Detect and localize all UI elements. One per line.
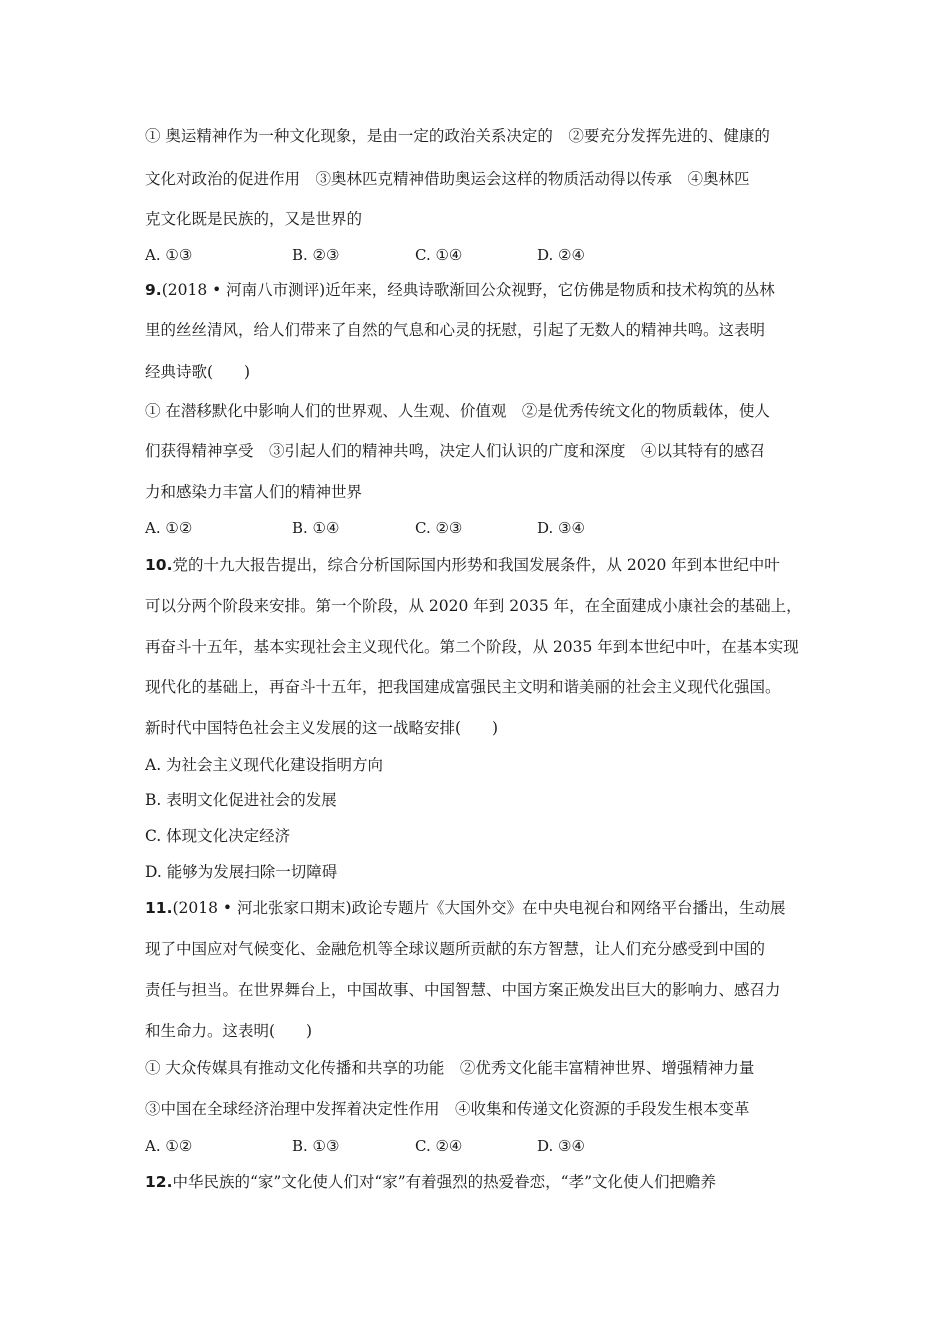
question-10-number: 10. [145, 556, 173, 574]
question-10-stem-text: 党的十九大报告提出，综合分析国际国内形势和我国发展条件，从 2020 年到本世纪中叶 [172, 556, 780, 574]
question-10-stem-line: 现代化的基础上，再奋斗十五年，把我国建成富强民主文明和谐美丽的社会主义现代化强国。 [145, 678, 781, 696]
question-9-option-c: C. ②③ [415, 519, 463, 537]
question-10-stem-line [145, 555, 820, 575]
question-9-statement-line: 们获得精神享受 ③引起人们的精神共鸣，决定人们认识的广度和深度 ④以其特有的感召 [145, 442, 766, 460]
question-11-stem-line: 和生命力。这表明( ) [145, 1022, 313, 1040]
question-11-option-c: C. ②④ [415, 1137, 463, 1155]
question-9-statement-line: ① 在潜移默化中影响人们的世界观、人生观、价值观 ②是优秀传统文化的物质载体，使人 [145, 402, 770, 420]
question-11-option-b: B. ①③ [292, 1137, 340, 1155]
question-10-option-d: D. 能够为发展扫除一切障碍 [145, 863, 338, 881]
question-11-option-d: D. ③④ [537, 1137, 585, 1155]
question-11-option-a: A. ①② [145, 1137, 193, 1155]
question-8-statement-line: 克文化既是民族的，又是世界的 [145, 210, 363, 228]
question-10-stem-line: 可以分两个阶段来安排。第一个阶段，从 2020 年到 2035 年，在全面建成小康社会的基础上， [145, 597, 802, 615]
question-9-option-b: B. ①④ [292, 519, 340, 537]
question-8-statement-line: 文化对政治的促进作用 ③奥林匹克精神借助奥运会这样的物质活动得以传承 ④奥林匹 [145, 170, 750, 188]
question-8-statement-line: ① 奥运精神作为一种文化现象，是由一定的政治关系决定的 ②要充分发挥先进的、健康的 [145, 127, 770, 145]
question-8-option-d: D. ②④ [537, 246, 585, 264]
question-9-option-d: D. ③④ [537, 519, 585, 537]
question-9-option-a: A. ①② [145, 519, 193, 537]
question-10-option-a: A. 为社会主义现代化建设指明方向 [145, 756, 384, 774]
question-11-stem-line [145, 898, 820, 918]
question-12-stem-line [145, 1172, 820, 1192]
question-9-stem-line: 里的丝丝清风，给人们带来了自然的气息和心灵的抚慰，引起了无数人的精神共鸣。这表明 [145, 321, 766, 339]
question-11-stem-line: 现了中国应对气候变化、金融危机等全球议题所贡献的东方智慧，让人们充分感受到中国的 [145, 940, 766, 958]
question-12-number: 12. [145, 1173, 173, 1191]
question-10-option-b: B. 表明文化促进社会的发展 [145, 791, 337, 809]
question-11-statement-line: ③中国在全球经济治理中发挥着决定性作用 ④收集和传递文化资源的手段发生根本变革 [145, 1100, 750, 1118]
question-10-stem-line: 再奋斗十五年，基本实现社会主义现代化。第二个阶段，从 2035 年到本世纪中叶，在基本实现 [145, 638, 799, 656]
question-9-statement-line: 力和感染力丰富人们的精神世界 [145, 483, 363, 501]
question-9-stem-line [145, 280, 820, 300]
question-9-stem-text: (2018 • 河南八市测评)近年来，经典诗歌渐回公众视野，它仿佛是物质和技术构筑的丛林 [161, 281, 775, 299]
question-9-number: 9. [145, 281, 162, 299]
question-8-option-a: A. ①③ [145, 246, 193, 264]
question-11-number: 11. [145, 899, 173, 917]
question-8-option-c: C. ①④ [415, 246, 463, 264]
question-11-stem-text: (2018 • 河北张家口期末)政论专题片《大国外交》在中央电视台和网络平台播出，生动展 [172, 899, 786, 917]
question-12-stem-text: 中华民族的“家”文化使人们对“家”有着强烈的热爱眷恋，“孝”文化使人们把赡养 [172, 1173, 717, 1191]
question-10-stem-line: 新时代中国特色社会主义发展的这一战略安排( ) [145, 719, 499, 737]
question-11-statement-line: ① 大众传媒具有推动文化传播和共享的功能 ②优秀文化能丰富精神世界、增强精神力量 [145, 1059, 755, 1077]
question-9-stem-line: 经典诗歌( ) [145, 363, 251, 381]
question-11-stem-line: 责任与担当。在世界舞台上，中国故事、中国智慧、中国方案正焕发出巨大的影响力、感召力 [145, 981, 781, 999]
question-10-option-c: C. 体现文化决定经济 [145, 827, 291, 845]
question-8-option-b: B. ②③ [292, 246, 340, 264]
